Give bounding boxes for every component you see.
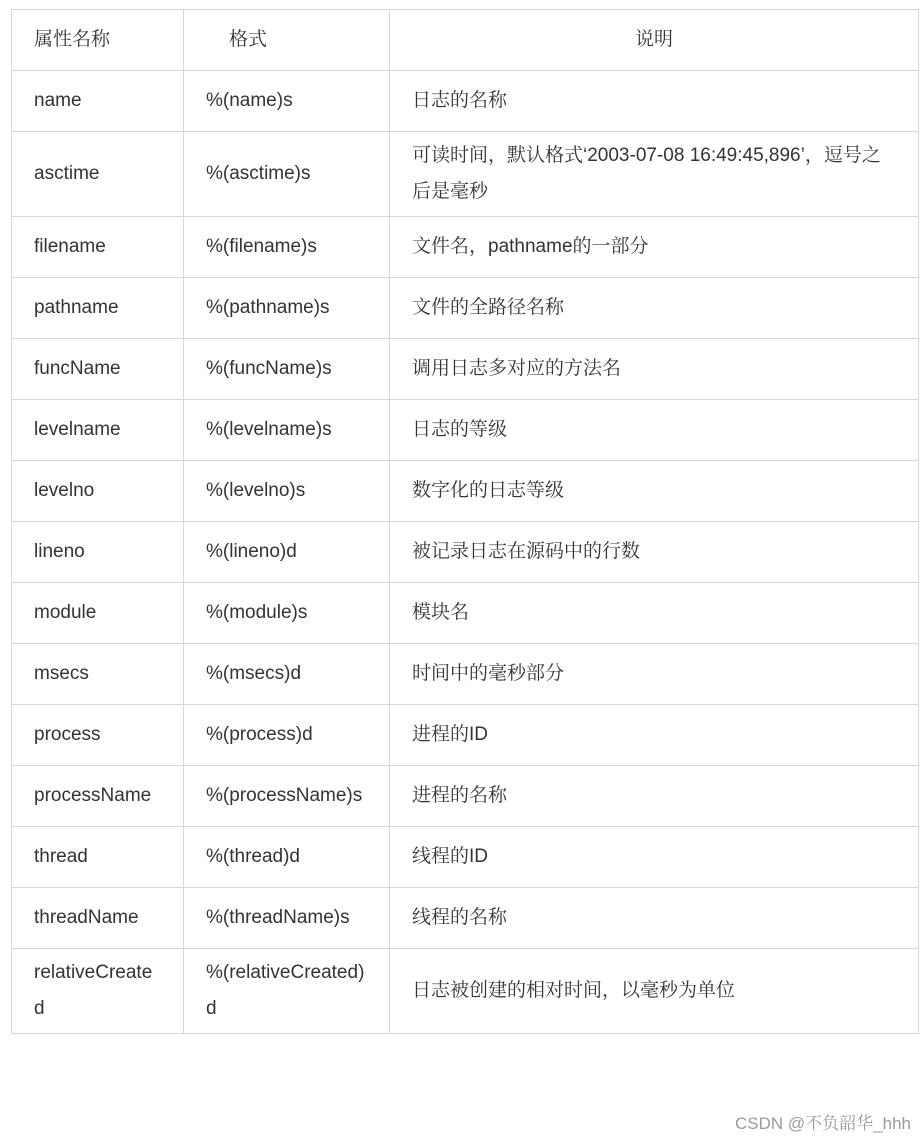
cell-description: 进程的名称 bbox=[390, 766, 919, 827]
cell-format: %(processName)s bbox=[184, 766, 390, 827]
cell-attribute-name: processName bbox=[12, 766, 184, 827]
cell-format: %(threadName)s bbox=[184, 888, 390, 949]
header-description: 说明 bbox=[390, 10, 919, 71]
cell-format: %(levelname)s bbox=[184, 400, 390, 461]
cell-attribute-name: levelname bbox=[12, 400, 184, 461]
cell-attribute-name: asctime bbox=[12, 132, 184, 217]
table-row bbox=[12, 705, 919, 766]
cell-format: %(filename)s bbox=[184, 217, 390, 278]
cell-description: 文件名，pathname的一部分 bbox=[390, 217, 919, 278]
cell-description: 线程的名称 bbox=[390, 888, 919, 949]
table-row bbox=[12, 339, 919, 400]
table-row bbox=[12, 888, 919, 949]
cell-format: %(funcName)s bbox=[184, 339, 390, 400]
cell-attribute-name: lineno bbox=[12, 522, 184, 583]
table-row bbox=[12, 461, 919, 522]
cell-description: 线程的ID bbox=[390, 827, 919, 888]
table-row bbox=[12, 71, 919, 132]
cell-attribute-name: msecs bbox=[12, 644, 184, 705]
watermark: CSDN @不负韶华_hhh bbox=[735, 1114, 911, 1133]
cell-description: 日志被创建的相对时间，以毫秒为单位 bbox=[390, 949, 919, 1034]
cell-description: 数字化的日志等级 bbox=[390, 461, 919, 522]
table-row bbox=[12, 132, 919, 217]
cell-format: %(name)s bbox=[184, 71, 390, 132]
table-row bbox=[12, 522, 919, 583]
header-attribute-name: 属性名称 bbox=[12, 10, 184, 71]
cell-description: 可读时间，默认格式‘2003-07-08 16:49:45,896’，逗号之后是毫秒 bbox=[390, 132, 919, 217]
cell-description: 文件的全路径名称 bbox=[390, 278, 919, 339]
cell-description: 进程的ID bbox=[390, 705, 919, 766]
cell-format: %(module)s bbox=[184, 583, 390, 644]
cell-description: 日志的名称 bbox=[390, 71, 919, 132]
cell-description: 调用日志多对应的方法名 bbox=[390, 339, 919, 400]
table-row bbox=[12, 766, 919, 827]
cell-attribute-name: name bbox=[12, 71, 184, 132]
cell-attribute-name: threadName bbox=[12, 888, 184, 949]
table-row bbox=[12, 400, 919, 461]
table-row bbox=[12, 827, 919, 888]
table-row bbox=[12, 644, 919, 705]
table-row bbox=[12, 583, 919, 644]
cell-attribute-name: process bbox=[12, 705, 184, 766]
cell-description: 模块名 bbox=[390, 583, 919, 644]
table-row bbox=[12, 278, 919, 339]
cell-format: %(msecs)d bbox=[184, 644, 390, 705]
table-body bbox=[12, 71, 919, 1034]
cell-format: %(thread)d bbox=[184, 827, 390, 888]
cell-attribute-name: levelno bbox=[12, 461, 184, 522]
cell-attribute-name: funcName bbox=[12, 339, 184, 400]
cell-description: 时间中的毫秒部分 bbox=[390, 644, 919, 705]
header-format: 格式 bbox=[184, 10, 390, 71]
cell-attribute-name: thread bbox=[12, 827, 184, 888]
cell-description: 日志的等级 bbox=[390, 400, 919, 461]
cell-description: 被记录日志在源码中的行数 bbox=[390, 522, 919, 583]
cell-format: %(lineno)d bbox=[184, 522, 390, 583]
cell-format: %(asctime)s bbox=[184, 132, 390, 217]
cell-attribute-name: pathname bbox=[12, 278, 184, 339]
log-format-table bbox=[11, 9, 919, 1034]
table-row bbox=[12, 217, 919, 278]
cell-format: %(levelno)s bbox=[184, 461, 390, 522]
cell-attribute-name: module bbox=[12, 583, 184, 644]
cell-format: %(relativeCreated)d bbox=[184, 949, 390, 1034]
header-row bbox=[12, 10, 919, 71]
table-header bbox=[12, 10, 919, 71]
table-row bbox=[12, 949, 919, 1034]
cell-attribute-name: relativeCreated bbox=[12, 949, 184, 1034]
cell-format: %(pathname)s bbox=[184, 278, 390, 339]
cell-format: %(process)d bbox=[184, 705, 390, 766]
cell-attribute-name: filename bbox=[12, 217, 184, 278]
